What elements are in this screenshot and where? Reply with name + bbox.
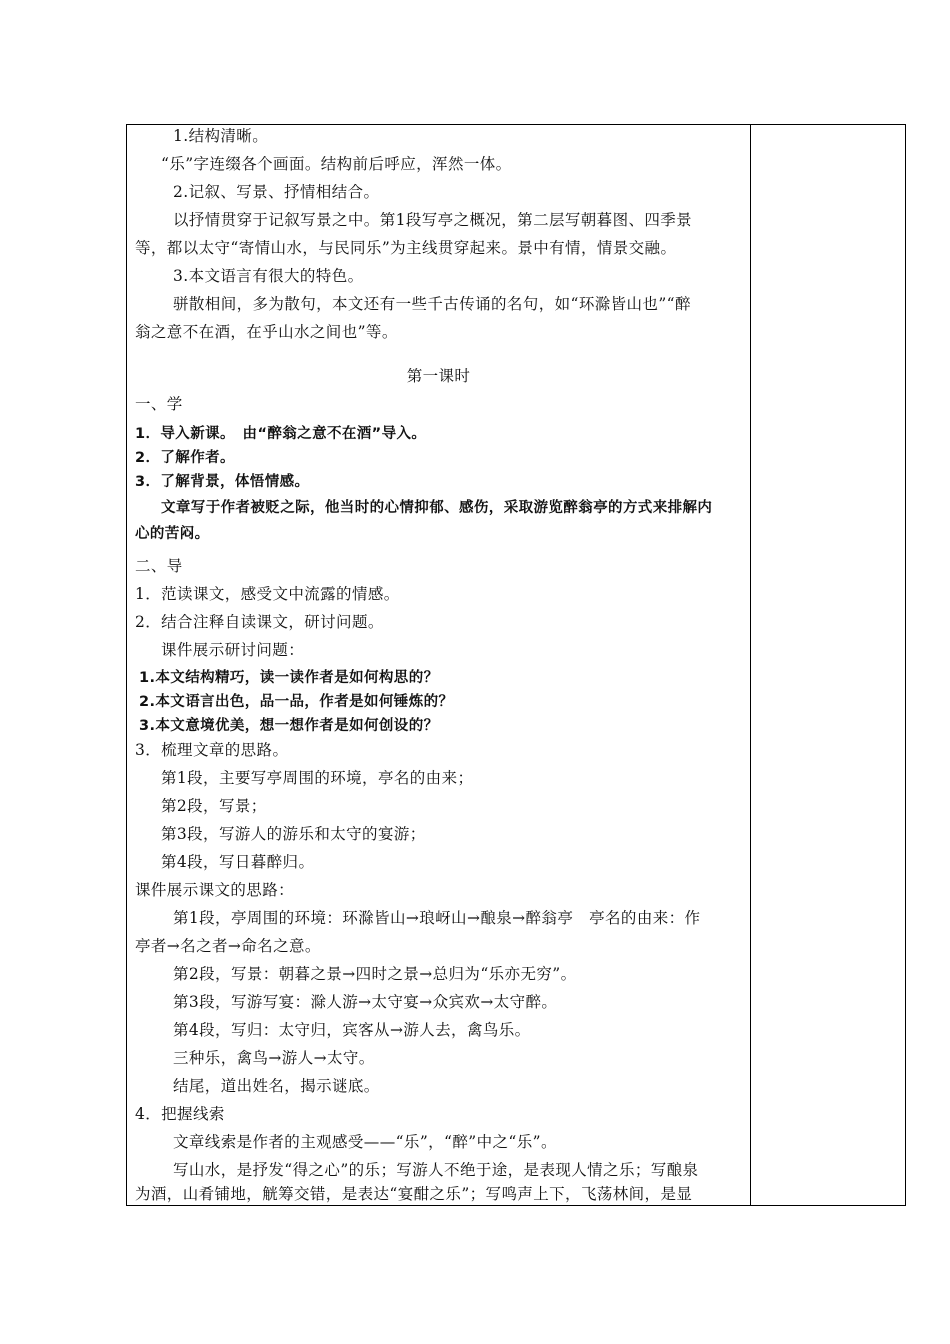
text-line: 课件展示课文的思路： — [135, 881, 295, 899]
question-item: 2.本文语言出色，品一品，作者是如何锤炼的？ — [139, 694, 454, 710]
content-column — [127, 125, 751, 1205]
text-line: 等，都以太守“寄情山水，与民同乐”为主线贯穿起来。景中有情，情景交融。 — [135, 239, 677, 257]
text-line: 写山水，是抒发“得之心”的乐；写游人不绝于途，是表现人情之乐；写酿泉 — [173, 1161, 699, 1179]
section-heading: 二、导 — [135, 557, 183, 575]
text-line: 亭者→名之者→命名之意。 — [135, 937, 321, 955]
text-line: 第3段，写游写宴：滁人游→太守宴→众宾欢→太守醉。 — [173, 993, 558, 1011]
text-line: 第2段，写景：朝暮之景→四时之景→总归为“乐亦无穷”。 — [173, 965, 577, 983]
question-item: 1.本文结构精巧，读一读作者是如何构思的？ — [139, 670, 439, 686]
text-line: 3．了解背景，体悟情感。 — [135, 474, 310, 490]
text-line: 文章写于作者被贬之际，他当时的心情抑郁、感伤，采取游览醉翁亭的方式来排解内 — [161, 500, 713, 516]
text-line: 课件展示研讨问题： — [161, 641, 305, 659]
text-line: 2.记叙、写景、抒情相结合。 — [173, 183, 380, 201]
text-line: 心的苦闷。 — [135, 526, 210, 542]
text-line: 第3段，写游人的游乐和太守的宴游； — [161, 825, 426, 843]
text-line: 1．导入新课。 由“醉翁之意不在酒”导入。 — [135, 426, 427, 442]
text-line: “乐”字连缀各个画面。结构前后呼应，浑然一体。 — [161, 155, 512, 173]
text-line: 3．梳理文章的思路。 — [135, 741, 289, 759]
text-line: 第1段，主要写亭周围的环境，亭名的由来； — [161, 769, 474, 787]
text-line: 第4段，写归：太守归，宾客从→游人去，禽鸟乐。 — [173, 1021, 531, 1039]
text-line: 骈散相间，多为散句，本文还有一些千古传诵的名句，如“环滁皆山也”“醉 — [173, 295, 691, 313]
text-line: 1.结构清晰。 — [173, 127, 269, 145]
text-line: 翁之意不在酒，在乎山水之间也”等。 — [135, 323, 398, 341]
lesson-table — [126, 124, 906, 1206]
text-line: 3.本文语言有很大的特色。 — [173, 267, 364, 285]
text-line: 以抒情贯穿于记叙写景之中。第1段写亭之概况，第二层写朝暮图、四季景 — [173, 211, 693, 229]
text-line: 第2段，写景； — [161, 797, 267, 815]
text-line: 第4段，写日暮醉归。 — [161, 853, 315, 871]
text-line: 三种乐，禽鸟→游人→太守。 — [173, 1049, 375, 1067]
notes-column — [751, 125, 905, 1205]
text-line: 1．范读课文，感受文中流露的情感。 — [135, 585, 400, 603]
question-item: 3.本文意境优美，想一想作者是如何创设的？ — [139, 718, 439, 734]
text-line: 文章线索是作者的主观感受——“乐”，“醉”中之“乐”。 — [173, 1133, 557, 1151]
section-heading: 4．把握线索 — [135, 1105, 225, 1123]
text-line: 第1段，亭周围的环境：环滁皆山→琅岈山→酿泉→醉翁亭 亭名的由来：作 — [173, 909, 701, 927]
text-line: 2．了解作者。 — [135, 450, 235, 466]
text-line: 为酒，山肴铺地，觥筹交错，是表达“宴酣之乐”；写鸣声上下，飞荡林间，是显 — [135, 1185, 693, 1203]
section-title: 第一课时 — [406, 367, 471, 385]
text-line: 结尾，道出姓名，揭示谜底。 — [173, 1077, 380, 1095]
text-line: 2．结合注释自读课文，研讨问题。 — [135, 613, 384, 631]
section-heading: 一、学 — [135, 395, 183, 413]
